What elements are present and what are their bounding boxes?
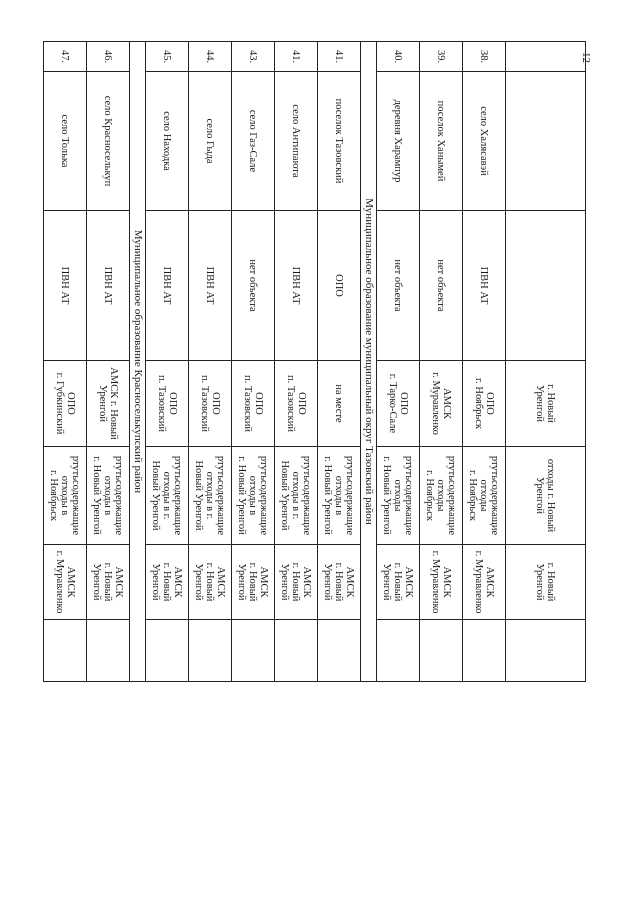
table-row <box>463 42 506 682</box>
collection-cell: ОПО г. Губкинский <box>44 361 87 447</box>
section-header-taz: Муниципальное образование муниципальный округ Тазовский район <box>361 42 377 682</box>
collection-cell: на месте <box>318 361 361 447</box>
table-row <box>87 42 130 682</box>
method-cell: ПВН АТ <box>189 211 232 361</box>
settlement-cell: село Толька <box>44 72 87 211</box>
settlement-cell <box>506 72 586 211</box>
row-number-cell: 41. <box>318 42 361 72</box>
empty-cell <box>377 620 420 682</box>
table-row <box>420 42 463 682</box>
method-cell <box>506 211 586 361</box>
table-row <box>275 42 318 682</box>
disposal-cell: ртутьсодержащие отходы в г. Новый Уренгой <box>87 447 130 545</box>
table-row <box>506 42 586 682</box>
settlement-cell: поселок Тазовский <box>318 72 361 211</box>
row-number-cell: 39. <box>420 42 463 72</box>
empty-cell <box>189 620 232 682</box>
empty-cell <box>232 620 275 682</box>
method-cell: ПВН АТ <box>146 211 189 361</box>
method-cell: ОПО <box>318 211 361 361</box>
row-number-cell: 43. <box>232 42 275 72</box>
placement-cell: АМСК г. Новый Уренгой <box>275 545 318 620</box>
disposal-cell: ртутьсодержащие отходы г. Новый Уренгой <box>377 447 420 545</box>
collection-cell: АМСК г. Муравленко <box>420 361 463 447</box>
placement-cell: АМСК г. Новый Уренгой <box>87 545 130 620</box>
method-cell: нет объекта <box>420 211 463 361</box>
method-cell: нет объекта <box>232 211 275 361</box>
placement-cell: АМСК г. Муравленко <box>420 545 463 620</box>
settlement-cell: село Красноселькуп <box>87 72 130 211</box>
empty-cell <box>87 620 130 682</box>
section-header-row <box>130 42 146 682</box>
method-cell: ПВН АТ <box>44 211 87 361</box>
method-cell: ПВН АТ <box>275 211 318 361</box>
row-number-cell: 45. <box>146 42 189 72</box>
disposal-cell: ртутьсодержащие отходы в г. Ноябрьск <box>44 447 87 545</box>
disposal-cell: ртутьсодержащие отходы г. Ноябрьск <box>420 447 463 545</box>
settlement-cell: село Гыда <box>189 72 232 211</box>
disposal-cell: ртутьсодержащие отходы в г. Новый Уренгой <box>318 447 361 545</box>
row-number-cell: 47. <box>44 42 87 72</box>
page-number: 12 <box>580 52 592 63</box>
empty-cell <box>506 620 586 682</box>
placement-cell: АМСК г. Муравленко <box>463 545 506 620</box>
method-cell: ПВН АТ <box>87 211 130 361</box>
empty-cell <box>318 620 361 682</box>
placement-cell: АМСК г. Муравленко <box>44 545 87 620</box>
rotated-sheet <box>48 41 586 681</box>
collection-cell: АМСК г. Новый Уренгой <box>87 361 130 447</box>
placement-cell: АМСК г. Новый Уренгой <box>189 545 232 620</box>
section-header-krasnoselkup: Муниципальное образование Красноселькупский район <box>130 42 146 682</box>
collection-cell: ОПО г. Ноябрьск <box>463 361 506 447</box>
settlement-cell: деревня Харампур <box>377 72 420 211</box>
collection-cell: г. Новый Уренгой <box>506 361 586 447</box>
empty-cell <box>44 620 87 682</box>
collection-cell: ОПО г. Тарко-Сале <box>377 361 420 447</box>
table-row <box>189 42 232 682</box>
collection-cell: ОПО п. Тазовский <box>275 361 318 447</box>
waste-facilities-table <box>43 41 586 682</box>
placement-cell: АМСК г. Новый Уренгой <box>146 545 189 620</box>
table-row <box>377 42 420 682</box>
table-frame <box>48 41 586 681</box>
disposal-cell: ртутьсодержащие отходы в г. Новый Уренгой <box>275 447 318 545</box>
disposal-cell: ртутьсодержащие отходы в г. Новый Уренгой <box>232 447 275 545</box>
disposal-cell: ртутьсодержащие отходы в г. Новый Уренгой <box>146 447 189 545</box>
table-row <box>146 42 189 682</box>
collection-cell: ОПО п. Тазовский <box>232 361 275 447</box>
row-number-cell: 46. <box>87 42 130 72</box>
method-cell: ПВН АТ <box>463 211 506 361</box>
collection-cell: ОПО п. Тазовский <box>189 361 232 447</box>
row-number-cell: 38. <box>463 42 506 72</box>
settlement-cell: поселок Ханымей <box>420 72 463 211</box>
placement-cell: АМСК г. Новый Уренгой <box>377 545 420 620</box>
disposal-cell: ртутьсодержащие отходы в г. Новый Уренгой <box>189 447 232 545</box>
section-header-row <box>361 42 377 682</box>
row-number-cell: 44. <box>189 42 232 72</box>
placement-cell: АМСК г. Новый Уренгой <box>232 545 275 620</box>
row-number-cell: 40. <box>377 42 420 72</box>
collection-cell: ОПО п. Тазовский <box>146 361 189 447</box>
placement-cell: АМСК г. Новый Уренгой <box>318 545 361 620</box>
table-row <box>44 42 87 682</box>
row-number-cell <box>506 42 586 72</box>
empty-cell <box>275 620 318 682</box>
disposal-cell: ртутьсодержащие отходы г. Ноябрьск <box>463 447 506 545</box>
table-row <box>232 42 275 682</box>
empty-cell <box>463 620 506 682</box>
table-row <box>318 42 361 682</box>
empty-cell <box>146 620 189 682</box>
row-number-cell: 41. <box>275 42 318 72</box>
settlement-cell: село Газ-Сале <box>232 72 275 211</box>
placement-cell: г. Новый Уренгой <box>506 545 586 620</box>
empty-cell <box>420 620 463 682</box>
settlement-cell: село Халясавэй <box>463 72 506 211</box>
settlement-cell: село Антипаюта <box>275 72 318 211</box>
method-cell: нет объекта <box>377 211 420 361</box>
disposal-cell: отходы г. Новый Уренгой <box>506 447 586 545</box>
settlement-cell: село Находка <box>146 72 189 211</box>
